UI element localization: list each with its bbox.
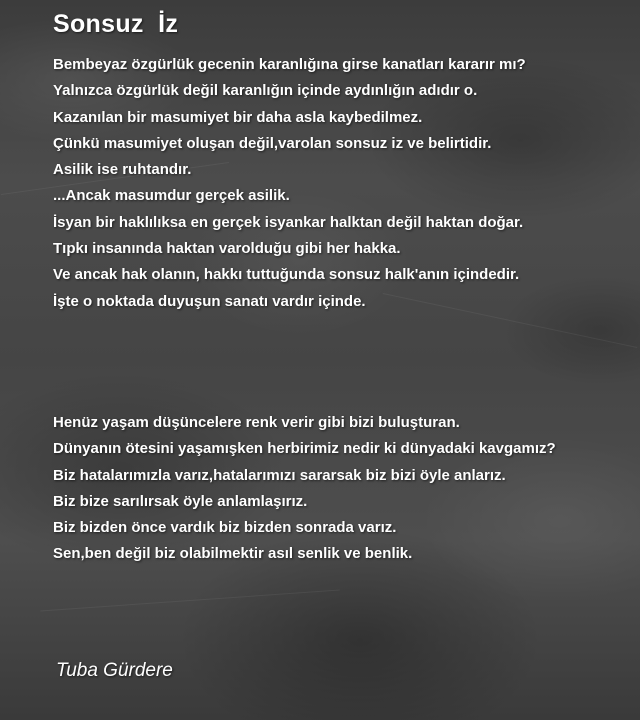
poem-line: Kazanılan bir masumiyet bir daha asla kaybedilmez.: [53, 108, 423, 126]
poem-line: Çünkü masumiyet oluşan değil,varolan sonsuz iz ve belirtidir.: [53, 134, 492, 152]
poem-line: Biz bizden önce vardık biz bizden sonrada varız.: [53, 519, 397, 537]
poem-line: Bembeyaz özgürlük gecenin karanlığına girse kanatları kararır mı?: [53, 56, 526, 73]
poem-title: Sonsuz İz: [53, 10, 179, 38]
poem-line: İsyan bir haklılıksa en gerçek isyankar halktan değil haktan doğar.: [53, 213, 524, 231]
stanza-2: [53, 410, 556, 568]
poem-line: Yalnızca özgürlük değil karanlığın içinde aydınlığın adıdır o.: [53, 82, 478, 100]
background-texture: [40, 590, 339, 612]
poem-line: Ve ancak hak olanın, hakkı tuttuğunda sonsuz halk'anın içindedir.: [53, 266, 520, 284]
poem-line: İşte o noktada duyuşun sanatı vardır içinde.: [53, 292, 366, 310]
poem-line: Sen,ben değil biz olabilmektir asıl senlik ve benlik.: [53, 545, 413, 563]
stanza-1: [53, 52, 526, 315]
poem-line: Dünyanın ötesini yaşamışken herbirimiz nedir ki dünyadaki kavgamız?: [53, 440, 556, 458]
poem-author: Tuba Gürdere: [56, 660, 173, 681]
poem-line: Tıpkı insanında haktan varolduğu gibi her hakka.: [53, 240, 401, 258]
poem-line: Biz hatalarımızla varız,hatalarımızı sararsak biz bizi öyle anlarız.: [53, 466, 506, 484]
poem-line: ...Ancak masumdur gerçek asilik.: [53, 187, 290, 205]
poem-line: Asilik ise ruhtandır.: [53, 161, 192, 179]
poem-line: Henüz yaşam düşüncelere renk verir gibi bizi buluşturan.: [53, 414, 460, 431]
poem-line: Biz bize sarılırsak öyle anlamlaşırız.: [53, 492, 308, 510]
